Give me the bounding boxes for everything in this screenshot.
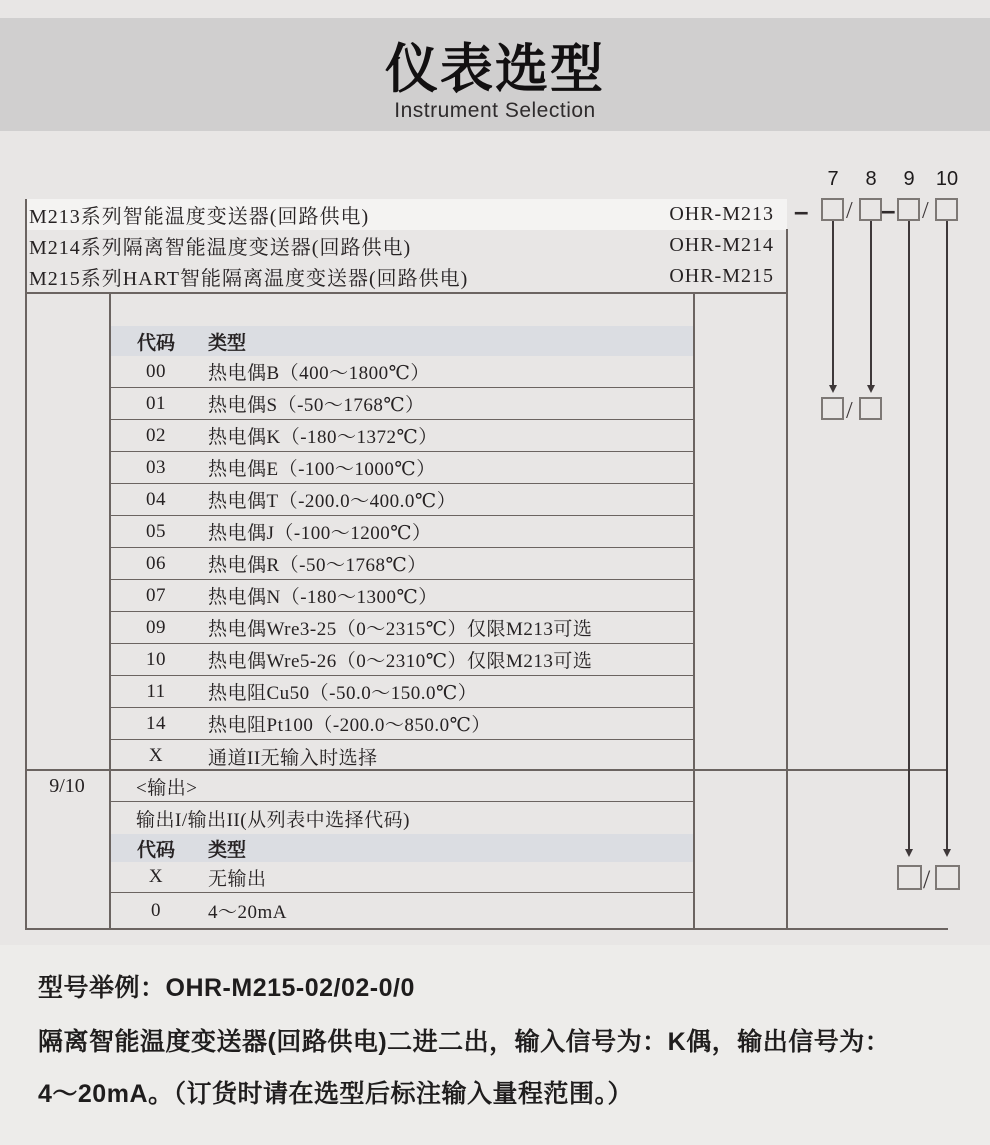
table-row — [111, 388, 693, 420]
code-cell: 14 — [146, 712, 166, 734]
model-row-m214 — [25, 230, 787, 261]
type-header: 类型 — [208, 332, 247, 354]
output-code-table — [111, 771, 693, 928]
table-row — [111, 862, 693, 893]
arrow-head-8 — [867, 385, 875, 393]
code-cell: 02 — [146, 424, 166, 446]
code-cell: 01 — [146, 392, 166, 414]
code-header: 代码 — [136, 332, 175, 354]
type-cell: 无输出 — [208, 868, 267, 890]
slash-separator: / — [922, 198, 929, 224]
arrow-head-9 — [905, 849, 913, 857]
selector-box-10 — [935, 198, 958, 221]
frame-right-line — [786, 229, 788, 930]
input-code-table — [111, 326, 693, 772]
code-cell: 06 — [146, 552, 166, 574]
table-row — [111, 452, 693, 484]
model-code: OHR-M214 — [669, 234, 774, 256]
model-row-m213 — [25, 199, 787, 230]
model-name: M214系列隔离智能温度变送器(回路供电) — [29, 237, 412, 259]
title-band — [0, 18, 990, 131]
output-code-box-9 — [897, 865, 922, 890]
table-row — [111, 356, 693, 388]
frame-top-line — [25, 292, 787, 294]
model-name: M213系列智能温度变送器(回路供电) — [29, 206, 370, 228]
model-code: OHR-M215 — [669, 264, 774, 287]
model-code: OHR-M213 — [669, 203, 774, 225]
type-cell: 热电阻Cu50（-50.0～150.0℃） — [208, 683, 478, 704]
type-cell: 热电偶T（-200.0～400.0℃） — [208, 491, 457, 512]
type-cell: 热电阻Pt100（-200.0～850.0℃） — [208, 715, 491, 736]
output-subtitle: 输出I/输出II(从列表中选择代码) — [136, 809, 410, 831]
code-header: 代码 — [136, 839, 175, 861]
dash-separator: – — [881, 195, 896, 225]
selector-box-7 — [821, 198, 844, 221]
position-label-7: 7 — [827, 168, 839, 190]
type-cell: 热电偶S（-50～1768℃） — [208, 395, 425, 416]
output-row-label: 9/10 — [49, 775, 85, 797]
table-row — [111, 676, 693, 708]
code-cell: 05 — [146, 520, 166, 542]
arrow-head-7 — [829, 385, 837, 393]
code-cell: X — [148, 745, 164, 766]
table-row — [111, 516, 693, 548]
example-model-line: 型号举例：OHR-M215-02/02-0/0 — [38, 974, 415, 1002]
input-code-box-8 — [859, 397, 882, 420]
frame-bottom-line — [25, 928, 948, 930]
type-cell: 通道II无输入时选择 — [208, 747, 378, 769]
table-row — [111, 580, 693, 612]
arrow-head-10 — [943, 849, 951, 857]
type-cell: 4～20mA — [208, 902, 288, 923]
code-cell: 0 — [151, 899, 161, 921]
code-cell: 11 — [146, 680, 166, 702]
code-cell: 10 — [146, 648, 166, 670]
arrow-line-8 — [870, 221, 872, 385]
type-cell: 热电偶B（400～1800℃） — [208, 363, 430, 384]
table-header — [111, 834, 693, 862]
table-row — [111, 708, 693, 740]
slash-separator: / — [923, 865, 931, 894]
page-subtitle: Instrument Selection — [394, 98, 596, 122]
type-header: 类型 — [208, 839, 247, 861]
example-description-line: 隔离智能温度变送器(回路供电)二进二出，输入信号为：K偶，输出信号为： — [38, 1028, 891, 1056]
code-cell: 04 — [146, 488, 166, 510]
frame-left-line — [25, 199, 27, 930]
code-cell: 03 — [146, 456, 166, 478]
table-row — [111, 612, 693, 644]
type-cell: 热电偶N（-180～1300℃） — [208, 587, 438, 608]
type-cell: 热电偶R（-50～1768℃） — [208, 555, 427, 576]
selector-box-9 — [897, 198, 920, 221]
type-cell: 热电偶Wre3-25（0～2315℃）仅限M213可选 — [208, 619, 593, 640]
input-code-box-7 — [821, 397, 844, 420]
table-header — [111, 326, 693, 356]
table-row — [111, 548, 693, 580]
selector-box-8 — [859, 198, 882, 221]
example-note-line: 4～20mA。（订货时请在选型后标注输入量程范围。） — [38, 1080, 633, 1108]
code-cell: X — [148, 866, 164, 887]
table-row — [111, 420, 693, 452]
model-series-list — [25, 199, 787, 291]
type-cell: 热电偶J（-100～1200℃） — [208, 523, 432, 544]
example-section — [0, 945, 990, 1145]
position-label-10: 10 — [935, 168, 959, 190]
output-code-box-10 — [935, 865, 960, 890]
table-row — [111, 484, 693, 516]
arrow-line-7 — [832, 221, 834, 385]
position-label-8: 8 — [865, 168, 877, 190]
model-name: M215系列HART智能隔离温度变送器(回路供电) — [29, 267, 469, 290]
position-label-9: 9 — [903, 168, 915, 190]
dash-separator: – — [794, 196, 809, 226]
slash-separator: / — [846, 398, 853, 424]
arrow-line-9 — [908, 221, 910, 849]
slash-separator: / — [846, 198, 853, 224]
page-title: 仪表选型 — [385, 40, 605, 99]
code-cell: 00 — [146, 360, 166, 382]
output-note: <输出> — [111, 771, 693, 802]
code-cell: 07 — [146, 584, 166, 606]
table-row — [111, 644, 693, 676]
code-cell: 09 — [146, 616, 166, 638]
type-cell: 热电偶E（-100～1000℃） — [208, 459, 436, 480]
model-row-m215 — [25, 261, 787, 291]
table-row — [111, 740, 693, 772]
type-cell: 热电偶Wre5-26（0～2310℃）仅限M213可选 — [208, 651, 593, 672]
type-cell: 热电偶K（-180～1372℃） — [208, 427, 438, 448]
table-right-line — [693, 292, 695, 930]
table-row — [111, 893, 693, 928]
arrow-line-10 — [946, 221, 948, 849]
